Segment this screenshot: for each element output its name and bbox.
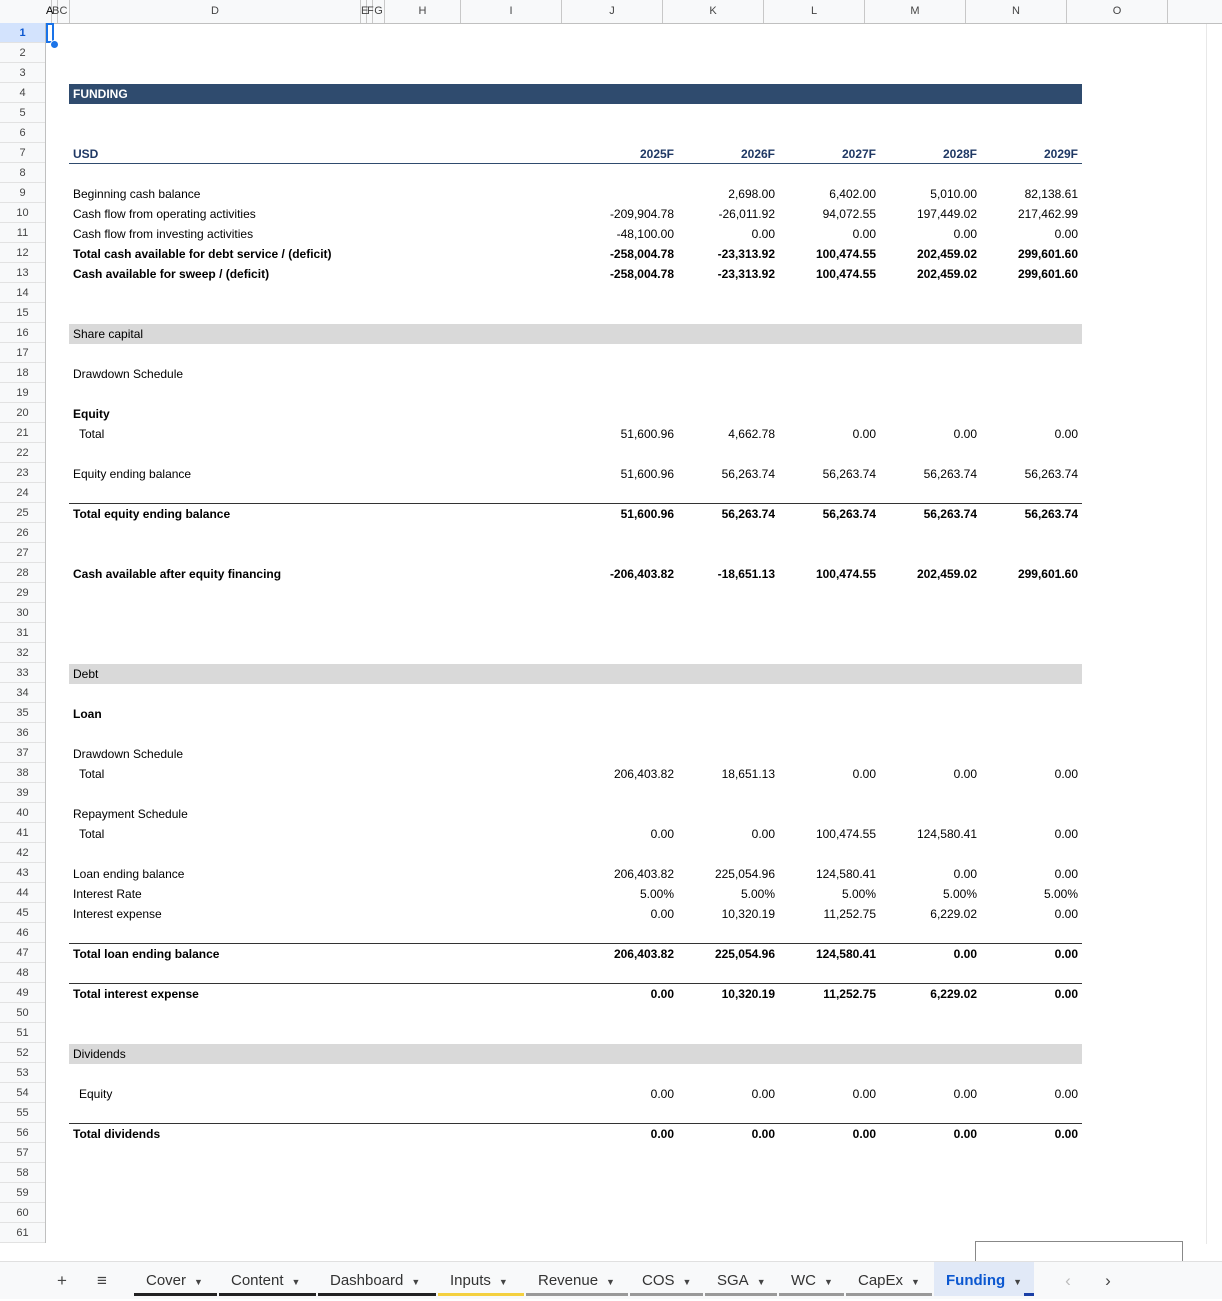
debt-label: Debt (73, 667, 99, 681)
total-loan-2026f: 225,054.96 (714, 947, 775, 961)
row-header-12[interactable]: 12 (0, 243, 45, 263)
dividends-equity-2026f: 0.00 (751, 1087, 775, 1101)
total-dividends-2025f: 0.00 (650, 1127, 674, 1141)
row-header-10[interactable]: 10 (0, 203, 45, 223)
equity-label: Equity (73, 407, 110, 421)
column-header-b[interactable]: B (52, 0, 58, 23)
loan-drawdown-total-2025f: 206,403.82 (613, 767, 674, 781)
total-equity-2026f: 56,263.74 (721, 507, 775, 521)
row-header-1[interactable]: 1 (0, 23, 45, 43)
loan-repayment-total-2027f: 100,474.55 (815, 827, 876, 841)
chevron-left-icon[interactable]: ‹ (1065, 1271, 1071, 1290)
summary-value-2027f: 94,072.55 (822, 207, 876, 221)
row-header-36[interactable]: 36 (0, 723, 45, 743)
summary-value-2025f: -258,004.78 (609, 267, 674, 281)
summary-value-2029f: 0.00 (1054, 227, 1078, 241)
row-header-17[interactable]: 17 (0, 343, 45, 363)
cash-after-equity-2025f: -206,403.82 (609, 567, 674, 581)
total-dividends-2028f: 0.00 (953, 1127, 977, 1141)
summary-label: Cash flow from investing activities (73, 227, 254, 241)
row-header-20[interactable]: 20 (0, 403, 45, 423)
summary-label: Cash available for sweep / (deficit) (73, 267, 270, 281)
row-header-19[interactable]: 19 (0, 383, 45, 403)
loan-ending-2027f: 124,580.41 (815, 867, 876, 881)
tab-color-indicator (219, 1293, 316, 1296)
loan-repayment-total-label: Total (79, 827, 105, 841)
interest-expense-label: Interest expense (73, 907, 162, 921)
row-header-25[interactable]: 25 (0, 503, 45, 523)
year-header-2027f: 2027F (841, 147, 876, 161)
loan-ending-2029f: 0.00 (1054, 867, 1078, 881)
row-header-14[interactable]: 14 (0, 283, 45, 303)
column-header-f[interactable]: F (367, 0, 373, 23)
row-header-26[interactable]: 26 (0, 523, 45, 543)
row-header-11[interactable]: 11 (0, 223, 45, 243)
tab-revenue[interactable] (526, 1262, 630, 1296)
total-equity-2028f: 56,263.74 (923, 507, 977, 521)
total-equity-2029f: 56,263.74 (1024, 507, 1078, 521)
equity-drawdown-label: Drawdown Schedule (73, 367, 184, 381)
loan-ending-2026f: 225,054.96 (714, 867, 775, 881)
row-header-37[interactable]: 37 (0, 743, 45, 763)
interest-rate-label: Interest Rate (73, 887, 142, 901)
year-header-2026f: 2026F (740, 147, 775, 161)
row-header-38[interactable]: 38 (0, 763, 45, 783)
year-header-2025f: 2025F (639, 147, 674, 161)
total-dividends-2027f: 0.00 (852, 1127, 876, 1141)
summary-label: Cash flow from operating activities (73, 207, 256, 221)
tab-label: CapEx (858, 1272, 904, 1289)
tab-inputs[interactable] (438, 1262, 526, 1296)
loan-repayment-total-2026f: 0.00 (751, 827, 775, 841)
row-header-47[interactable]: 47 (0, 943, 45, 963)
tab-color-indicator (779, 1293, 844, 1296)
row-header-46[interactable]: 46 (0, 923, 45, 943)
row-header-56[interactable]: 56 (0, 1123, 45, 1143)
loan-drawdown-label: Drawdown Schedule (73, 747, 184, 761)
row-header-34[interactable]: 34 (0, 683, 45, 703)
dividends-equity-label: Equity (79, 1087, 113, 1101)
tab-funding[interactable] (934, 1262, 1034, 1296)
summary-value-2025f (584, 184, 674, 204)
summary-value-2028f: 202,459.02 (916, 267, 977, 281)
summary-value-2026f: -23,313.92 (717, 267, 775, 281)
interest-rate-2029f: 5.00% (1043, 887, 1078, 901)
row-header-60[interactable]: 60 (0, 1203, 45, 1223)
equity-ending-label: Equity ending balance (73, 467, 192, 481)
tab-label: COS (642, 1272, 675, 1289)
loan-ending-2025f: 206,403.82 (613, 867, 674, 881)
column-header-a[interactable]: A (46, 0, 52, 23)
column-header-k[interactable]: K (663, 0, 764, 23)
dividends-band (69, 1044, 1082, 1064)
equity-ending-2029f: 56,263.74 (1024, 467, 1078, 481)
row-header-9[interactable]: 9 (0, 183, 45, 203)
column-header-o[interactable]: O (1067, 0, 1168, 23)
row-header-53[interactable]: 53 (0, 1063, 45, 1083)
loan-drawdown-total-2026f: 18,651.13 (721, 767, 775, 781)
dividends-equity-2025f: 0.00 (650, 1087, 674, 1101)
interest-rate-2026f: 5.00% (740, 887, 775, 901)
summary-value-2028f: 0.00 (953, 227, 977, 241)
column-header-e[interactable]: E (361, 0, 367, 23)
unit-label: USD (73, 147, 99, 161)
fill-handle[interactable] (50, 40, 59, 49)
summary-value-2028f: 197,449.02 (916, 207, 977, 221)
equity-total-2027f: 0.00 (852, 427, 876, 441)
dividends-equity-2029f: 0.00 (1054, 1087, 1078, 1101)
row-header-30[interactable]: 30 (0, 603, 45, 623)
equity-ending-2025f: 51,600.96 (620, 467, 674, 481)
sheet-tab-bar (0, 1261, 1222, 1299)
summary-value-2027f: 100,474.55 (815, 247, 876, 261)
interest-rate-2028f: 5.00% (942, 887, 977, 901)
year-header-2029f: 2029F (1043, 147, 1078, 161)
row-header-5[interactable]: 5 (0, 103, 45, 123)
total-equity-2027f: 56,263.74 (822, 507, 876, 521)
row-header-52[interactable]: 52 (0, 1043, 45, 1063)
row-header-33[interactable]: 33 (0, 663, 45, 683)
chevron-down-icon[interactable]: ▼ (682, 1277, 692, 1287)
total-interest-label: Total interest expense (73, 987, 199, 1001)
row-header-15[interactable]: 15 (0, 303, 45, 323)
chevron-down-icon[interactable]: ▼ (756, 1277, 766, 1287)
total-interest-2029f: 0.00 (1054, 987, 1078, 1001)
row-header-27[interactable]: 27 (0, 543, 45, 563)
loan-label: Loan (73, 707, 102, 721)
loan-drawdown-total-2027f: 0.00 (852, 767, 876, 781)
summary-value-2029f: 299,601.60 (1017, 247, 1078, 261)
total-equity-2025f: 51,600.96 (620, 507, 674, 521)
total-dividends-2026f: 0.00 (751, 1127, 775, 1141)
loan-repayment-total-2028f: 124,580.41 (916, 827, 977, 841)
total-interest-2025f: 0.00 (650, 987, 674, 1001)
tab-cover[interactable] (134, 1262, 219, 1296)
summary-value-2026f: -23,313.92 (717, 247, 775, 261)
column-header-j[interactable]: J (562, 0, 663, 23)
summary-label: Beginning cash balance (73, 187, 201, 201)
row-header-50[interactable]: 50 (0, 1003, 45, 1023)
row-header-3[interactable]: 3 (0, 63, 45, 83)
loan-drawdown-total-2029f: 0.00 (1054, 767, 1078, 781)
chevron-down-icon[interactable]: ▼ (1013, 1277, 1023, 1287)
equity-total-2025f: 51,600.96 (620, 427, 674, 441)
share-capital-band (69, 324, 1082, 344)
row-header-28[interactable]: 28 (0, 563, 45, 583)
dividends-equity-2028f: 0.00 (953, 1087, 977, 1101)
summary-value-2025f: -209,904.78 (609, 207, 674, 221)
row-header-18[interactable]: 18 (0, 363, 45, 383)
tab-wc[interactable] (779, 1262, 846, 1296)
loan-ending-2028f: 0.00 (953, 867, 977, 881)
row-header-31[interactable]: 31 (0, 623, 45, 643)
total-interest-2026f: 10,320.19 (721, 987, 775, 1001)
debt-band (69, 664, 1082, 684)
row-header-59[interactable]: 59 (0, 1183, 45, 1203)
row-headers (0, 23, 46, 1243)
column-header-i[interactable]: I (461, 0, 562, 23)
row-header-23[interactable]: 23 (0, 463, 45, 483)
tab-color-indicator (705, 1293, 777, 1296)
total-loan-2028f: 0.00 (953, 947, 977, 961)
row-header-40[interactable]: 40 (0, 803, 45, 823)
row-header-42[interactable]: 42 (0, 843, 45, 863)
tab-color-indicator (438, 1293, 524, 1296)
row-header-61[interactable]: 61 (0, 1223, 45, 1243)
equity-ending-2027f: 56,263.74 (822, 467, 876, 481)
summary-value-2029f: 299,601.60 (1017, 267, 1078, 281)
tab-label: Dashboard (330, 1272, 404, 1289)
total-loan-2027f: 124,580.41 (815, 947, 876, 961)
row-header-57[interactable]: 57 (0, 1143, 45, 1163)
summary-value-2026f: -26,011.92 (718, 207, 775, 221)
column-header-h[interactable]: H (385, 0, 461, 23)
row-header-13[interactable]: 13 (0, 263, 45, 283)
total-loan-label: Total loan ending balance (73, 947, 220, 961)
chevron-down-icon[interactable]: ▼ (498, 1277, 508, 1287)
tab-label: Funding (946, 1272, 1006, 1289)
interest-rate-2025f: 5.00% (639, 887, 674, 901)
tab-label: Revenue (538, 1272, 599, 1289)
interest-expense-2028f: 6,229.02 (930, 907, 977, 921)
summary-value-2029f: 217,462.99 (1017, 207, 1078, 221)
loan-ending-label: Loan ending balance (73, 867, 185, 881)
equity-total-2029f: 0.00 (1054, 427, 1078, 441)
total-interest-2027f: 11,252.75 (823, 987, 876, 1001)
total-loan-2025f: 206,403.82 (613, 947, 674, 961)
year-header-2028f: 2028F (942, 147, 977, 161)
summary-label: Total cash available for debt service / (deficit) (73, 247, 332, 261)
chevron-down-icon[interactable]: ▼ (194, 1277, 203, 1287)
equity-total-2028f: 0.00 (953, 427, 977, 441)
row-header-24[interactable]: 24 (0, 483, 45, 503)
row-header-44[interactable]: 44 (0, 883, 45, 903)
column-headers (0, 0, 1222, 24)
chevron-down-icon[interactable]: ▼ (824, 1277, 833, 1287)
row-header-55[interactable]: 55 (0, 1103, 45, 1123)
summary-value-2027f: 0.00 (852, 227, 876, 241)
equity-ending-2028f: 56,263.74 (923, 467, 977, 481)
row-header-22[interactable]: 22 (0, 443, 45, 463)
cash-after-equity-label: Cash available after equity financing (73, 567, 282, 581)
dividends-label: Dividends (73, 1047, 126, 1061)
chevron-down-icon[interactable]: ▼ (606, 1277, 615, 1287)
tab-color-indicator (1024, 1293, 1034, 1296)
tab-color-indicator (134, 1293, 217, 1296)
loan-drawdown-total-2028f: 0.00 (953, 767, 977, 781)
tab-label: Inputs (450, 1272, 491, 1289)
equity-ending-2026f: 56,263.74 (721, 467, 775, 481)
summary-value-2026f: 2,698.00 (728, 187, 775, 201)
total-interest-2028f: 6,229.02 (930, 987, 977, 1001)
tab-label: SGA (717, 1272, 749, 1289)
loan-drawdown-total-label: Total (79, 767, 105, 781)
row-header-8[interactable]: 8 (0, 163, 45, 183)
row-header-43[interactable]: 43 (0, 863, 45, 883)
row-header-58[interactable]: 58 (0, 1163, 45, 1183)
row-header-2[interactable]: 2 (0, 43, 45, 63)
equity-total-2026f: 4,662.78 (728, 427, 775, 441)
interest-expense-2029f: 0.00 (1054, 907, 1078, 921)
row-header-16[interactable]: 16 (0, 323, 45, 343)
row-header-48[interactable]: 48 (0, 963, 45, 983)
row-header-6[interactable]: 6 (0, 123, 45, 143)
tab-label: Cover (146, 1272, 187, 1289)
column-header-n[interactable]: N (966, 0, 1067, 23)
summary-value-2028f: 202,459.02 (916, 247, 977, 261)
sheet-grid[interactable] (46, 24, 1206, 1244)
row-header-7[interactable]: 7 (0, 143, 45, 163)
cash-after-equity-2029f: 299,601.60 (1017, 567, 1078, 581)
loan-repayment-total-2025f: 0.00 (650, 827, 674, 841)
row-header-41[interactable]: 41 (0, 823, 45, 843)
interest-expense-2027f: 11,252.75 (823, 907, 876, 921)
menu-icon[interactable]: ≡ (97, 1271, 107, 1290)
row-header-29[interactable]: 29 (0, 583, 45, 603)
equity-total-label: Total (79, 427, 105, 441)
interest-rate-2027f: 5.00% (841, 887, 876, 901)
tab-dashboard[interactable] (318, 1262, 438, 1296)
plus-icon[interactable]: + (57, 1271, 67, 1290)
summary-value-2027f: 100,474.55 (815, 267, 876, 281)
tab-label: Content (231, 1272, 284, 1289)
row-header-54[interactable]: 54 (0, 1083, 45, 1103)
summary-value-2025f: -48,100.00 (616, 227, 674, 241)
chevron-down-icon[interactable]: ▼ (291, 1277, 301, 1287)
tab-color-indicator (630, 1293, 703, 1296)
cash-after-equity-2027f: 100,474.55 (815, 567, 876, 581)
row-header-35[interactable]: 35 (0, 703, 45, 723)
total-dividends-2029f: 0.00 (1054, 1127, 1078, 1141)
total-equity-label: Total equity ending balance (73, 507, 231, 521)
tab-content[interactable] (219, 1262, 318, 1296)
column-header-c[interactable]: C (58, 0, 70, 23)
chevron-down-icon[interactable]: ▼ (911, 1277, 920, 1287)
row-header-49[interactable]: 49 (0, 983, 45, 1003)
title-band (69, 84, 1082, 104)
total-loan-2029f: 0.00 (1054, 947, 1078, 961)
tab-sga[interactable] (705, 1262, 779, 1296)
row-header-45[interactable]: 45 (0, 903, 45, 923)
row-header-4[interactable]: 4 (0, 83, 45, 103)
tab-color-indicator (526, 1293, 628, 1296)
interest-expense-2026f: 10,320.19 (721, 907, 775, 921)
summary-value-2027f: 6,402.00 (829, 187, 876, 201)
column-header-l[interactable]: L (764, 0, 865, 23)
tab-color-indicator (318, 1293, 436, 1296)
cash-after-equity-2026f: -18,651.13 (717, 567, 775, 581)
vertical-scrollbar[interactable] (1206, 24, 1222, 1244)
summary-value-2028f: 5,010.00 (930, 187, 977, 201)
row-header-21[interactable]: 21 (0, 423, 45, 443)
dividends-equity-2027f: 0.00 (852, 1087, 876, 1101)
tab-capex[interactable] (846, 1262, 934, 1296)
tab-label: WC (791, 1272, 816, 1289)
interest-expense-2025f: 0.00 (650, 907, 674, 921)
column-header-d[interactable]: D (70, 0, 361, 23)
chevron-right-icon[interactable]: › (1105, 1271, 1111, 1290)
column-header-g[interactable]: G (373, 0, 385, 23)
loan-repayment-label: Repayment Schedule (73, 807, 188, 821)
tab-cos[interactable] (630, 1262, 705, 1296)
share-capital-label: Share capital (73, 327, 144, 341)
loan-repayment-total-2029f: 0.00 (1054, 827, 1078, 841)
summary-value-2029f: 82,138.61 (1024, 187, 1078, 201)
summary-value-2026f: 0.00 (751, 227, 775, 241)
sheet-title: FUNDING (73, 87, 128, 101)
cash-after-equity-2028f: 202,459.02 (916, 567, 977, 581)
row-header-32[interactable]: 32 (0, 643, 45, 663)
header-underline (69, 163, 1082, 164)
chevron-down-icon[interactable]: ▼ (411, 1277, 421, 1287)
summary-value-2025f: -258,004.78 (609, 247, 674, 261)
tab-color-indicator (846, 1293, 932, 1296)
row-header-51[interactable]: 51 (0, 1023, 45, 1043)
row-header-39[interactable]: 39 (0, 783, 45, 803)
total-dividends-label: Total dividends (73, 1127, 161, 1141)
column-header-m[interactable]: M (865, 0, 966, 23)
notification-popup (975, 1241, 1183, 1261)
